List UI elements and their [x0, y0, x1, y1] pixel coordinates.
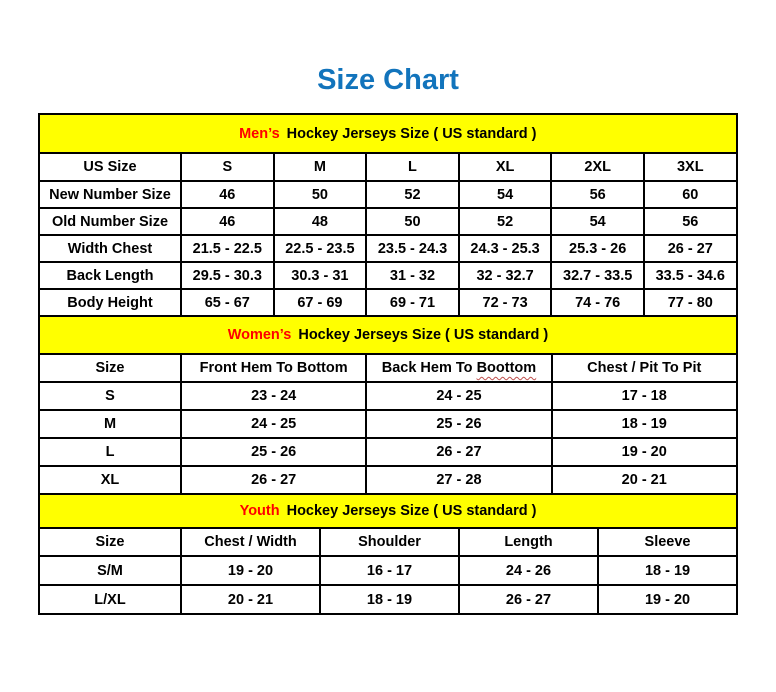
- cell: 46: [181, 181, 274, 208]
- misspelled-word: Boottom: [476, 360, 537, 376]
- table-row: [39, 235, 737, 262]
- mens-col-l: L: [366, 153, 459, 181]
- youth-section-header: [39, 494, 737, 528]
- womens-heading-text: Hockey Jerseys Size ( US standard ): [298, 327, 549, 343]
- table-row: [39, 382, 737, 410]
- table-row: [39, 289, 737, 316]
- womens-col-front-hem: Front Hem To Bottom: [181, 354, 366, 382]
- cell: 24.3 - 25.3: [459, 235, 552, 262]
- cell: 48: [274, 208, 367, 235]
- cell: 50: [274, 181, 367, 208]
- youth-col-shoulder: Shoulder: [320, 528, 459, 556]
- row-label: Body Height: [39, 289, 181, 316]
- cell: 25 - 26: [366, 410, 551, 438]
- table-row: [39, 585, 737, 614]
- mens-heading-text: Hockey Jerseys Size ( US standard ): [286, 125, 537, 142]
- youth-heading-text: Hockey Jerseys Size ( US standard ): [286, 503, 537, 519]
- youth-col-sleeve: Sleeve: [598, 528, 737, 556]
- youth-size-table: [38, 493, 738, 615]
- cell: 31 - 32: [366, 262, 459, 289]
- cell: 32 - 32.7: [459, 262, 552, 289]
- cell: 26 - 27: [366, 438, 551, 466]
- cell: 56: [551, 181, 644, 208]
- row-label: Old Number Size: [39, 208, 181, 235]
- table-row: [39, 556, 737, 585]
- mens-col-xl: XL: [459, 153, 552, 181]
- cell: 26 - 27: [644, 235, 737, 262]
- cell: 24 - 26: [459, 556, 598, 585]
- row-label: Back Length: [39, 262, 181, 289]
- row-label: L/XL: [39, 585, 181, 614]
- row-label: New Number Size: [39, 181, 181, 208]
- womens-column-header-row: [39, 354, 737, 382]
- cell: 74 - 76: [551, 289, 644, 316]
- mens-column-header-row: [39, 153, 737, 181]
- cell: 19 - 20: [598, 585, 737, 614]
- cell: 25.3 - 26: [551, 235, 644, 262]
- mens-col-us-size: US Size: [39, 153, 181, 181]
- page-title: Size Chart: [317, 64, 459, 96]
- womens-section-header: [39, 316, 737, 354]
- table-row: [39, 438, 737, 466]
- mens-section-header: [39, 114, 737, 153]
- womens-section-header-row: [39, 316, 737, 354]
- mens-heading-accent: Men’s: [239, 125, 280, 142]
- cell: 54: [551, 208, 644, 235]
- cell: 24 - 25: [181, 410, 366, 438]
- mens-col-s: S: [181, 153, 274, 181]
- cell: 69 - 71: [366, 289, 459, 316]
- back-hem-label: Back Hem To: [381, 360, 473, 376]
- cell: 19 - 20: [552, 438, 737, 466]
- womens-heading-accent: Women’s: [227, 327, 292, 343]
- cell: 29.5 - 30.3: [181, 262, 274, 289]
- cell: 33.5 - 34.6: [644, 262, 737, 289]
- womens-col-back-hem: [366, 354, 551, 382]
- cell: 21.5 - 22.5: [181, 235, 274, 262]
- table-row: [39, 410, 737, 438]
- cell: 18 - 19: [552, 410, 737, 438]
- cell: 26 - 27: [459, 585, 598, 614]
- mens-size-table: [38, 113, 738, 317]
- cell: 20 - 21: [181, 585, 320, 614]
- cell: 26 - 27: [181, 466, 366, 494]
- cell: 52: [459, 208, 552, 235]
- cell: 24 - 25: [366, 382, 551, 410]
- cell: 17 - 18: [552, 382, 737, 410]
- cell: 25 - 26: [181, 438, 366, 466]
- mens-section-header-row: [39, 114, 737, 153]
- mens-col-2xl: 2XL: [551, 153, 644, 181]
- youth-column-header-row: [39, 528, 737, 556]
- cell: 16 - 17: [320, 556, 459, 585]
- cell: 23 - 24: [181, 382, 366, 410]
- table-row: [39, 181, 737, 208]
- cell: 32.7 - 33.5: [551, 262, 644, 289]
- womens-col-chest: Chest / Pit To Pit: [552, 354, 737, 382]
- cell: 56: [644, 208, 737, 235]
- cell: 30.3 - 31: [274, 262, 367, 289]
- cell: 77 - 80: [644, 289, 737, 316]
- cell: 22.5 - 23.5: [274, 235, 367, 262]
- table-row: [39, 208, 737, 235]
- cell: 27 - 28: [366, 466, 551, 494]
- table-row: [39, 262, 737, 289]
- cell: 18 - 19: [598, 556, 737, 585]
- cell: 18 - 19: [320, 585, 459, 614]
- row-label: XL: [39, 466, 181, 494]
- row-label: S: [39, 382, 181, 410]
- cell: 72 - 73: [459, 289, 552, 316]
- youth-col-chest-width: Chest / Width: [181, 528, 320, 556]
- cell: 52: [366, 181, 459, 208]
- womens-size-table: [38, 315, 738, 495]
- cell: 19 - 20: [181, 556, 320, 585]
- size-tables-container: [38, 113, 736, 615]
- youth-col-size: Size: [39, 528, 181, 556]
- mens-col-m: M: [274, 153, 367, 181]
- cell: 20 - 21: [552, 466, 737, 494]
- youth-col-length: Length: [459, 528, 598, 556]
- cell: 54: [459, 181, 552, 208]
- cell: 46: [181, 208, 274, 235]
- table-row: [39, 466, 737, 494]
- cell: 23.5 - 24.3: [366, 235, 459, 262]
- row-label: L: [39, 438, 181, 466]
- row-label: M: [39, 410, 181, 438]
- row-label: S/M: [39, 556, 181, 585]
- cell: 67 - 69: [274, 289, 367, 316]
- cell: 50: [366, 208, 459, 235]
- womens-col-size: Size: [39, 354, 181, 382]
- youth-heading-accent: Youth: [239, 503, 280, 519]
- youth-section-header-row: [39, 494, 737, 528]
- mens-col-3xl: 3XL: [644, 153, 737, 181]
- row-label: Width Chest: [39, 235, 181, 262]
- cell: 60: [644, 181, 737, 208]
- cell: 65 - 67: [181, 289, 274, 316]
